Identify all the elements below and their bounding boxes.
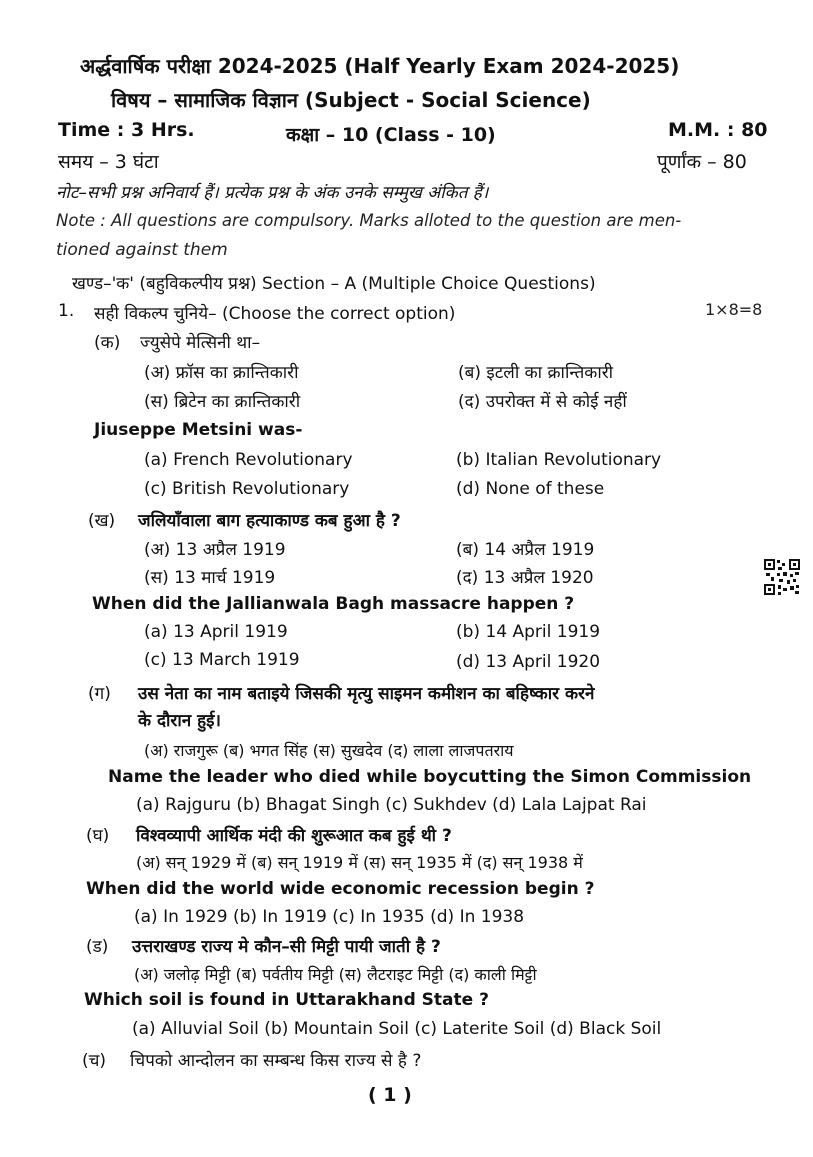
option-a-hindi: (अ) 13 अप्रैल 1919: [144, 540, 286, 560]
option-c-english: (c) British Revolutionary: [144, 479, 350, 499]
qr-code-icon: [763, 558, 801, 596]
option-c-hindi: (स) ब्रिटेन का क्रान्तिकारी: [144, 392, 301, 412]
section-a-title: खण्ड–'क' (बहुविकल्पीय प्रश्न) Section – A (Multiple Choice Questions): [72, 274, 596, 294]
subq-ga-hindi-line1: उस नेता का नाम बताइये जिसकी मृत्यु साइमन कमीशन का बहिष्कार करने: [138, 684, 595, 704]
subq-nga-options-hindi: (अ) जलोढ़ मिट्टी (ब) पर्वतीय मिट्टी (स) लैटराइट मिट्टी (द) काली मिट्टी: [134, 965, 537, 984]
option-b-hindi: (ब) इटली का क्रान्तिकारी: [458, 363, 614, 383]
option-d-hindi: (द) 13 अप्रैल 1920: [456, 568, 594, 588]
subq-nga-marker: (ड): [86, 937, 109, 957]
subq-gha-marker: (घ): [86, 826, 110, 846]
note-english-line1: Note : All questions are compulsory. Marks alloted to the question are men-: [56, 211, 682, 230]
purnank: पूर्णांक – 80: [657, 151, 747, 173]
subq-gha-options-hindi: (अ) सन् 1929 में (ब) सन् 1919 में (स) सन् 1935 में (द) सन् 1938 में: [136, 853, 583, 872]
subq-ga-english: Name the leader who died while boycutting the Simon Commission: [108, 767, 752, 787]
option-c-hindi: (स) 13 मार्च 1919: [144, 568, 276, 588]
max-marks: M.M. : 80: [668, 119, 768, 141]
option-a-english: (a) 13 April 1919: [144, 622, 288, 642]
note-english-line2: tioned against them: [56, 240, 228, 260]
subq-gha-english: When did the world wide economic recession begin ?: [86, 879, 595, 899]
option-c-english: (c) 13 March 1919: [144, 650, 300, 670]
option-a-english: (a) French Revolutionary: [144, 450, 353, 470]
option-a-hindi: (अ) फ्रॉस का क्रान्तिकारी: [144, 363, 299, 383]
subq-nga-english: Which soil is found in Uttarakhand State ?: [84, 990, 489, 1010]
subject-title: विषय – सामाजिक विज्ञान (Subject - Social Science): [111, 88, 591, 112]
time-english: Time : 3 Hrs.: [58, 119, 195, 141]
class-label: कक्षा – 10 (Class - 10): [286, 124, 496, 146]
subq-ga-hindi-line2: के दौरान हुई।: [138, 711, 221, 731]
note-hindi: नोट–सभी प्रश्न अनिवार्य हैं। प्रत्येक प्रश्न के अंक उनके सम्मुख अंकित हैं।: [56, 183, 489, 203]
option-b-hindi: (ब) 14 अप्रैल 1919: [456, 540, 595, 560]
subq-gha-options-english: (a) In 1929 (b) In 1919 (c) In 1935 (d) In 1938: [134, 907, 525, 927]
option-b-english: (b) 14 April 1919: [456, 622, 601, 642]
subq-kha-english: When did the Jallianwala Bagh massacre happen ?: [92, 594, 575, 614]
option-d-english: (d) 13 April 1920: [456, 652, 601, 672]
page-number: ( 1 ): [368, 1084, 412, 1106]
subq-kha-marker: (ख): [88, 511, 116, 531]
subq-gha-hindi: विश्वव्यापी आर्थिक मंदी की शुरूआत कब हुई थी ?: [136, 826, 452, 846]
question-marks: 1×8=8: [705, 300, 763, 319]
option-b-english: (b) Italian Revolutionary: [456, 450, 662, 470]
subq-ga-options-english: (a) Rajguru (b) Bhagat Singh (c) Sukhdev (d) Lala Lajpat Rai: [136, 795, 647, 815]
subq-kha-hindi: जलियाँवाला बाग हत्याकाण्ड कब हुआ है ?: [138, 511, 401, 531]
option-d-hindi: (द) उपरोक्त में से कोई नहीं: [458, 392, 627, 412]
subq-cha-hindi: चिपको आन्दोलन का सम्बन्ध किस राज्य से है ?: [130, 1051, 422, 1071]
subq-nga-hindi: उत्तराखण्ड राज्य मे कौन–सी मिट्टी पायी जाती है ?: [132, 937, 441, 957]
subq-ga-marker: (ग): [88, 684, 111, 704]
exam-title: अर्द्धवार्षिक परीक्षा 2024-2025 (Half Yearly Exam 2024-2025): [80, 54, 680, 78]
subq-ka-english: Jiuseppe Metsini was-: [94, 420, 303, 440]
question-instruction: सही विकल्प चुनिये– (Choose the correct option): [94, 304, 456, 324]
option-d-english: (d) None of these: [456, 479, 605, 499]
subq-nga-options-english: (a) Alluvial Soil (b) Mountain Soil (c) Laterite Soil (d) Black Soil: [132, 1019, 662, 1039]
question-number: 1.: [58, 301, 75, 321]
time-hindi: समय – 3 घंटा: [58, 151, 159, 173]
subq-cha-marker: (च): [82, 1051, 107, 1071]
subq-ga-options-hindi: (अ) राजगुरू (ब) भगत सिंह (स) सुखदेव (द) लाला लाजपतराय: [144, 741, 514, 760]
subq-ka-hindi: ज्युसेपे मेत्सिनी था–: [140, 333, 261, 353]
subq-ka-marker: (क): [94, 333, 121, 353]
